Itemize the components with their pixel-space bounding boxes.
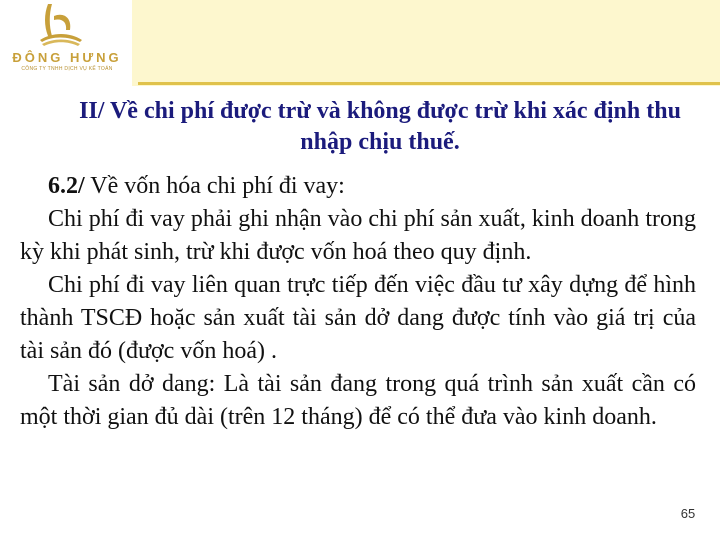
company-logo xyxy=(0,0,132,82)
section-number: 6.2/ xyxy=(48,173,85,199)
slide-title: II/ Về chi phí được trừ và không được trừ khi xác định thu nhập chịu thuế. xyxy=(79,98,681,155)
slide-body xyxy=(20,170,696,434)
section-heading xyxy=(20,170,696,203)
section-heading-text: Về vốn hóa chi phí đi vay: xyxy=(84,173,345,199)
logo-wordmark: ĐÔNG HƯNG xyxy=(12,50,122,65)
header-band xyxy=(132,0,720,86)
logo-emblem-icon xyxy=(30,0,90,50)
page-number: 65 xyxy=(680,506,696,521)
paragraph-2: Chi phí đi vay liên quan trực tiếp đến việc đầu tư xây dựng để hình thành TSCĐ hoặc sản xuất tài sản dở dang được tính vào giá trị của tài sản đó (được vốn hoá) . xyxy=(20,272,696,364)
paragraph-3: Tài sản dở dang: Là tài sản đang trong quá trình sản xuất cần có một thời gian đủ dài (trên 12 tháng) để có thể đưa vào kinh doanh. xyxy=(20,371,696,430)
paragraph-1: Chi phí đi vay phải ghi nhận vào chi phí sản xuất, kinh doanh trong kỳ khi phát sinh, trừ khi được vốn hoá theo quy định. xyxy=(20,206,696,265)
header-rule xyxy=(138,82,720,85)
logo-tagline: CÔNG TY TNHH DỊCH VỤ KẾ TOÁN xyxy=(21,66,113,72)
